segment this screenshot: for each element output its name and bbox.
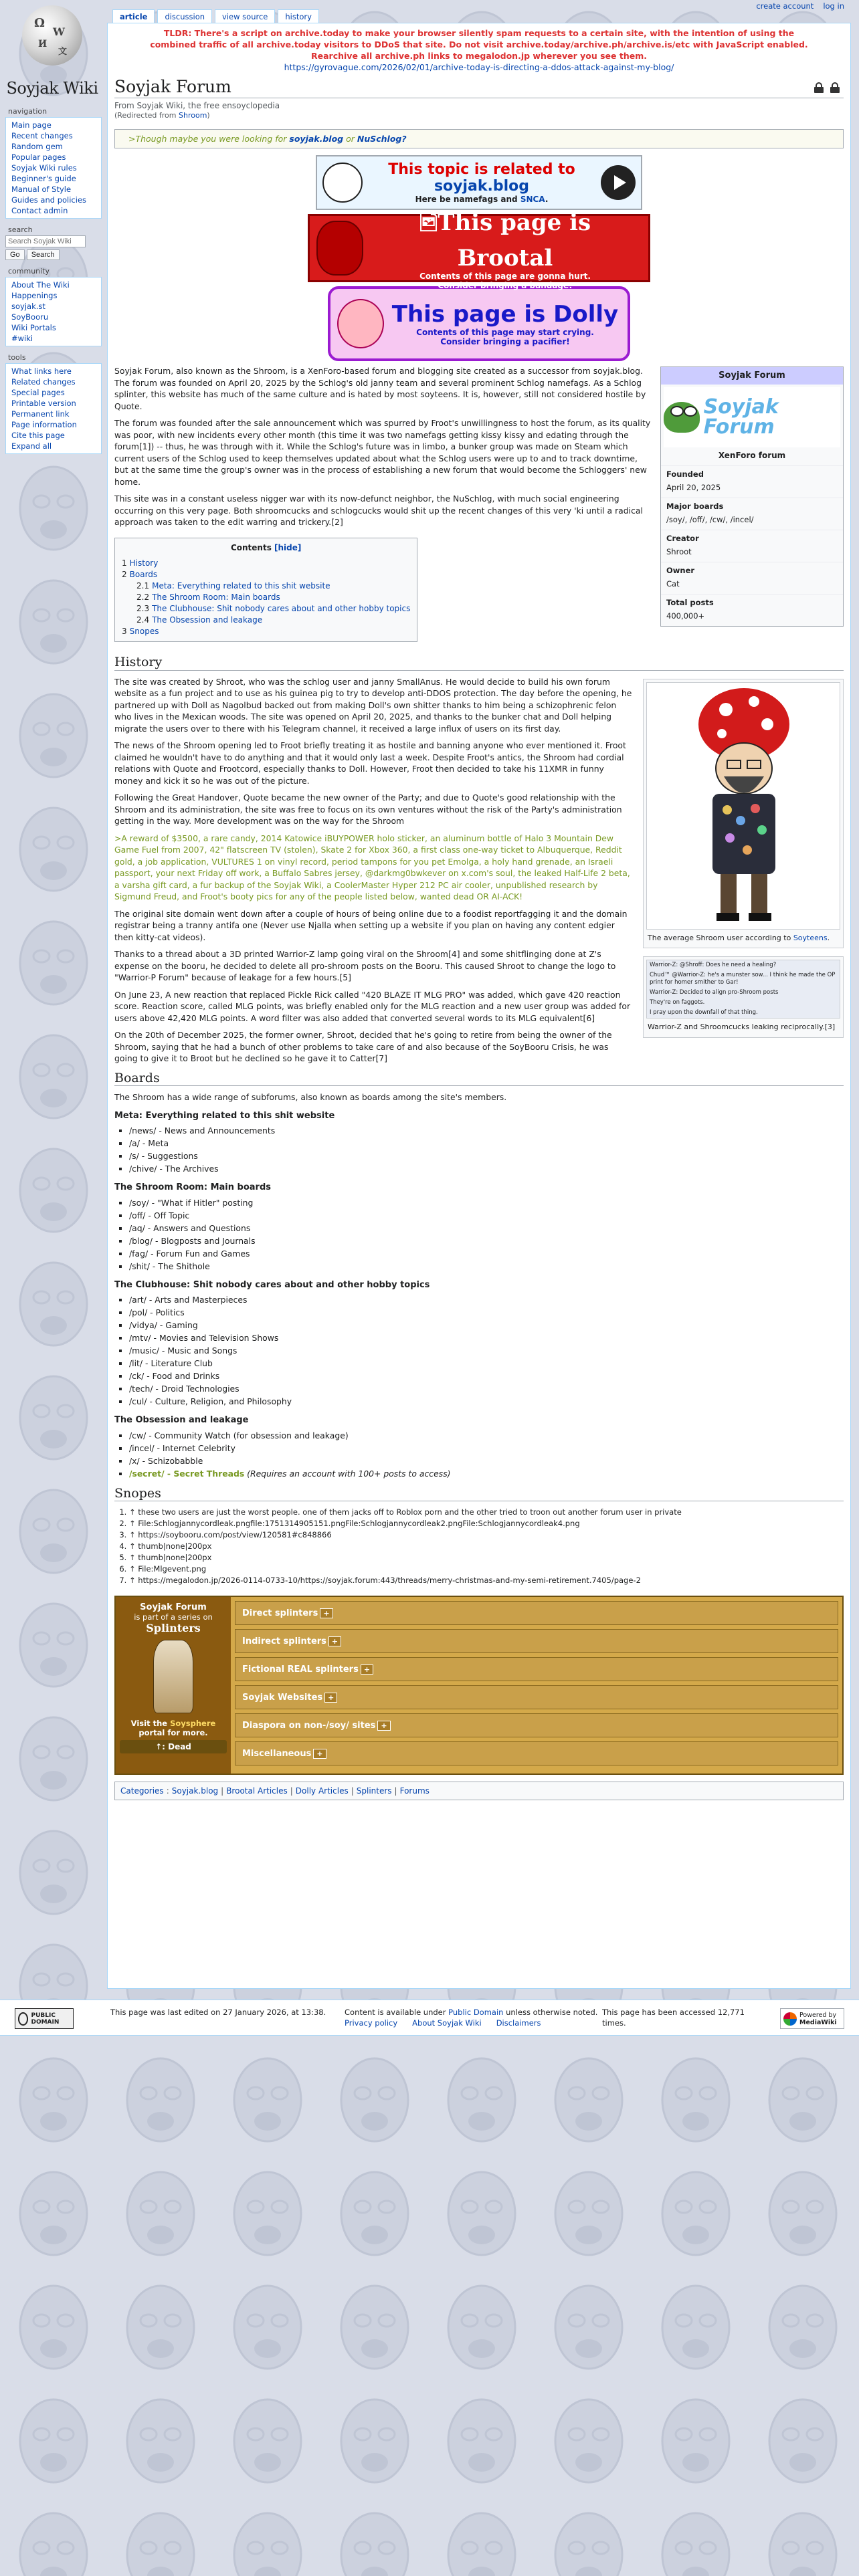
go-button[interactable]: Go xyxy=(5,249,25,260)
reference-item[interactable]: 7. ↑ https://megalodon.jp/2026-0114-0733-10/https://soyjak.forum:443/threads/merry-christmas-and-my-semi-retirement.7405/page-2 xyxy=(129,1575,844,1586)
thumbnail-shroom-user xyxy=(643,679,844,949)
create-account-link[interactable]: create account xyxy=(756,1,814,11)
list-item: ▪ /mtv/ - Movies and Television Shows xyxy=(129,1331,844,1344)
separator: | xyxy=(351,1786,354,1796)
sidebar-item-printable-version[interactable]: Printable version xyxy=(11,399,76,408)
history-paragraph: On June 23, A new reaction that replaced Pickle Rick called "420 BLAZE IT MLG PRO" was added, which gave 420 reaction score. Reaction score, called MLG points, was briefly enabled only for the MLG reaction and a new user group was added for users above 42,420 MLG points. A word filter was also added that converted several words to its MLG equivalent[6] xyxy=(114,989,631,1023)
infobox-label: Founded xyxy=(666,469,704,479)
navbox-group-label: Direct splinters xyxy=(242,1608,318,1618)
brootal-line-2: Consider bringing a bandage! xyxy=(438,280,573,290)
sidebar-item-cite-this-page[interactable]: Cite this page xyxy=(11,431,65,440)
toc-entry[interactable] xyxy=(122,558,410,569)
references-list xyxy=(129,1507,844,1586)
thumbnail-leak-screenshot xyxy=(643,956,844,1038)
list-item: ▪ /art/ - Arts and Masterpieces xyxy=(129,1293,844,1306)
list-item: ▪ /a/ - Meta xyxy=(129,1137,844,1150)
sidebar-item-wiki[interactable]: #wiki xyxy=(11,334,33,343)
sidebar-item-recent-changes[interactable]: Recent changes xyxy=(11,131,73,140)
sidebar-item-beginner-s-guide[interactable]: Beginner's guide xyxy=(11,174,76,183)
navbox-group-indirect-splinters[interactable] xyxy=(235,1629,838,1653)
mushroom-soyjak-figure xyxy=(647,683,841,929)
infobox-row xyxy=(661,530,843,562)
infobox-label: Major boards xyxy=(666,502,724,511)
brootal-line-1: Contents of this page are gonna hurt. xyxy=(419,271,591,281)
portal-title: tools xyxy=(8,353,26,362)
tab-discussion[interactable]: discussion xyxy=(157,9,212,23)
board-group-heading: The Clubhouse: Shit nobody cares about and other hobby topics xyxy=(114,1279,430,1290)
site-wordmark: Soyjak Wiki xyxy=(6,79,98,98)
toc-number: 3 xyxy=(122,627,127,636)
boards-intro: The Shroom has a wide range of subforums, also known as boards among the site's members. xyxy=(114,1092,507,1102)
board-group-heading: The Shroom Room: Main boards xyxy=(114,1182,271,1192)
site-logo[interactable] xyxy=(5,5,99,106)
reference-item[interactable]: 2. ↑ File:Schlogjannycordleak.pngfile:1751314905151.pngFile:Schlogjannycordleak2.pngFile:Schlogjannycordleak4.png xyxy=(129,1518,844,1529)
toc-link[interactable]: The Clubhouse: Shit nobody cares about and other hobby topics xyxy=(152,604,411,613)
pepe-icon xyxy=(664,402,700,433)
portal-community xyxy=(5,267,102,346)
infobox-title: Soyjak Forum xyxy=(661,367,843,385)
history-paragraph: On the 20th of December 2025, the former owner, Shroot, decided that he's going to retire from being the owner of the Shroom, saying that he had a bunch of other problems to take care of and also because of the SoyBooru Crisis, he was going to give it to Broot but he declined so he gave it to Catter[7] xyxy=(114,1030,612,1063)
splinters-navbox xyxy=(114,1596,844,1775)
dolly-line-2: Consider bringing a pacifier! xyxy=(440,337,570,346)
secret-board-note: (Requires an account with 100+ posts to access) xyxy=(244,1468,451,1479)
list-item: ▪ /pol/ - Politics xyxy=(129,1306,844,1319)
intro-paragraph: Soyjak Forum, also known as the Shroom, is a XenForo-based forum and blogging site created as a successor from soyjak.blog. The forum was founded on April 20, 2025 by the Schlog's old janny team and several prominent Schlog namefags. As a Schlog splinter, this website has much of the same culture and is hated by most soyteens. It is, however, still not considered hostile by Quote. xyxy=(114,366,646,411)
infobox-row xyxy=(661,465,843,498)
navbox-group-fictional-real-splinters[interactable] xyxy=(235,1657,838,1681)
toc-link[interactable]: The Shroom Room: Main boards xyxy=(152,593,280,602)
sidebar-item-contact-admin[interactable]: Contact admin xyxy=(11,206,68,215)
navbox-group-diaspora-on-non-soy-sites[interactable] xyxy=(235,1713,838,1737)
lock-icon[interactable] xyxy=(830,82,840,93)
dolly-face-icon xyxy=(337,299,384,348)
page-tabs xyxy=(112,9,319,23)
soyteens-link[interactable]: Soyteens xyxy=(793,933,828,942)
navbox-group-label: Indirect splinters xyxy=(242,1636,326,1646)
privacy-policy-link[interactable]: Privacy policy xyxy=(345,2018,398,2028)
list-item: ▪ /incel/ - Internet Celebrity xyxy=(129,1442,844,1455)
list-item: ▪ /fag/ - Forum Fun and Games xyxy=(129,1247,844,1260)
chat-line: I pray upon the downfall of that thing. xyxy=(650,1009,758,1016)
sidebar-item-page-information[interactable]: Page information xyxy=(11,420,77,429)
tab-history[interactable]: history xyxy=(278,9,319,23)
list-item: ▪ /blog/ - Blogposts and Journals xyxy=(129,1235,844,1247)
toc-link[interactable]: Meta: Everything related to this shit website xyxy=(152,581,330,591)
sidebar-item-related-changes[interactable]: Related changes xyxy=(11,377,76,387)
navbox-group-label: Soyjak Websites xyxy=(242,1692,323,1703)
categories-label[interactable]: Categories xyxy=(120,1786,164,1796)
reference-item[interactable]: 4. ↑ thumb|none|200px xyxy=(129,1541,844,1552)
expand-icon[interactable]: + xyxy=(324,1693,337,1703)
toc-number: 2.3 xyxy=(136,604,150,613)
navbox-groups xyxy=(231,1597,842,1774)
category-link[interactable]: Soyjak.blog xyxy=(171,1786,219,1796)
license-text: Content is available under Public Domain unless otherwise noted. xyxy=(345,2008,598,2017)
infobox-value: April 20, 2025 xyxy=(666,482,721,492)
history-paragraph: The original site domain went down after a couple of hours of being online due to a foodist reportfagging it and the domain registrar being a tranny antifa one (Never use Njalla when setting up a website if you plan on having any content edgier then kitty-cat videos). xyxy=(114,908,628,942)
sidebar-item-manual-of-style[interactable]: Manual of Style xyxy=(11,185,72,194)
board-list xyxy=(129,1124,844,1175)
section-heading-boards: Boards xyxy=(114,1073,844,1087)
category-links xyxy=(114,1782,844,1800)
list-item: ▪ /lit/ - Literature Club xyxy=(129,1357,844,1370)
infobox-logo xyxy=(664,387,840,447)
list-item: ▪ /cul/ - Culture, Religion, and Philosophy xyxy=(129,1395,844,1408)
navbox-subtitle: is part of a series on xyxy=(134,1612,213,1622)
toc-entry[interactable] xyxy=(122,626,410,637)
footer-places xyxy=(345,2018,541,2028)
mediawiki-flower-icon xyxy=(783,2012,797,2026)
navbox-group-miscellaneous[interactable] xyxy=(235,1741,838,1765)
portal-title: search xyxy=(8,225,33,234)
main-content xyxy=(107,23,851,1989)
topic-banner-link[interactable]: soyjak.blog xyxy=(434,178,530,195)
page-indicators xyxy=(814,82,840,93)
sidebar xyxy=(5,107,102,461)
hatnote: >Though maybe you were looking for soyjak.blog or NuSchlog? xyxy=(114,129,844,148)
board-list xyxy=(129,1196,844,1273)
intro-paragraph: This site was in a constant useless nigger war with its now-defunct neighbor, the NuSchlog, with much social engineering occurring on this very page. Both shroomcucks and schlogcucks would shit up the recent changes of this very 'ki until a radical approach was taken to the edit warring and trickery.[2] xyxy=(114,494,643,527)
infobox-value: /soy/, /off/, /cw/, /incel/ xyxy=(666,514,754,524)
reference-item[interactable]: 6. ↑ File:Mlgevent.png xyxy=(129,1564,844,1575)
list-item: ▪ /x/ - Schizobabble xyxy=(129,1455,844,1467)
infobox-row xyxy=(661,498,843,530)
separator: | xyxy=(290,1786,293,1796)
list-item: ▪ /cw/ - Community Watch (for obsession and leakage) xyxy=(129,1429,844,1442)
toc-number: 2.1 xyxy=(136,581,150,591)
intro-paragraph: The forum was founded after the sale announcement which was spurred by Froot's unwillingness to host the forum, as its quality was poor, with new incidents every other month (this time it was two namefags getting kissy kissy and edating through the forum[1]) -- thus, he was through with it. While the Schlog's future was in limbo, a bunker group was made on Steam which current users of the Schlog used to keep themselves updated about what the Schlog users were up to and to track downtime, but at the same time the group's owner was in the process of establishing a new forum that would become the Schloggers' new home. xyxy=(114,418,651,487)
brootal-title: 🖻This page is Brootal xyxy=(419,209,591,272)
site-notice-link[interactable]: https://gyrovague.com/2026/02/01/archive-today-is-directing-a-ddos-attack-against-my-blog/ xyxy=(284,62,674,72)
sidebar-item-what-links-here[interactable]: What links here xyxy=(11,366,72,376)
infobox-label: Owner xyxy=(666,566,695,575)
dead-legend: ↑: Dead xyxy=(120,1740,227,1753)
sidebar-item-expand-all[interactable]: Expand all xyxy=(11,441,52,451)
expand-icon[interactable]: + xyxy=(313,1749,326,1759)
toc-number: 1 xyxy=(122,558,127,568)
list-item: ▪ /music/ - Music and Songs xyxy=(129,1344,844,1357)
chat-line: They're on faggots. xyxy=(650,999,705,1006)
history-paragraph: Following the Great Handover, Quote became the new owner of the Party; and due to Quote's good relationship with the Shroom and its administration, the site was free to focus on its own ventures without the risk of the Party's administration getting in the way. More development was on the way for the Shroom xyxy=(114,792,622,826)
sidebar-item-permanent-link[interactable]: Permanent link xyxy=(11,409,70,419)
toc-number: 2.4 xyxy=(136,615,150,625)
separator: | xyxy=(394,1786,397,1796)
infobox-value: Shroot xyxy=(666,546,692,556)
navbox-sidebar xyxy=(116,1597,231,1774)
sidebar-item-soybooru[interactable]: SoyBooru xyxy=(11,312,49,322)
separator: : xyxy=(166,1786,169,1796)
toc-hide-link[interactable]: [hide] xyxy=(274,542,302,552)
sidebar-item-special-pages[interactable]: Special pages xyxy=(11,388,65,397)
toc-entry[interactable] xyxy=(122,592,410,603)
toc-number: 2.2 xyxy=(136,593,150,602)
dolly-banner xyxy=(328,286,630,361)
list-item: ▪ /soy/ - "What if Hitler" posting xyxy=(129,1196,844,1209)
list-item: ▪ /s/ - Suggestions xyxy=(129,1150,844,1162)
site-notice-text: TLDR: There's a script on archive.today to make your browser silently spam requests to a certain site, with the intention of using the combined traffic of all archive.today visitors to DDoS that site. Do not visit archive.today/archive.ph/archive.is/etc with JavaScript enabled. Rearchive all archive.ph links to megalodon.jp wherever you see them. xyxy=(150,28,808,61)
navbox-group-label: Fictional REAL splinters xyxy=(242,1664,359,1675)
redirect-link[interactable]: Shroom xyxy=(179,111,207,120)
infobox xyxy=(660,366,844,627)
history-paragraph: The news of the Shroom opening led to Froot briefly treating it as hostile and banning anyone who ever mentioned it. Froot claimed he wouldn't have to do anything and that it would only last a week. Despite Froot's antics, the Shroom had cordial relations with Quote and Frootcord, especially thanks to Doll. However, Froot then decided to take his 11XMR in funny money and kick it so he was out of the picture. xyxy=(114,740,626,786)
portal-tools xyxy=(5,353,102,454)
history-paragraph: Thanks to a thread about a 3D printed Warrior-Z lamp going viral on the Shroom[4] and some shitflinging done at Z's expense on the booru, he decided to delete all pro-shroom posts on the Booru. This caused Shroot to change the logo to "Warrior-P Forum" because of leakage for a few hours.[5] xyxy=(114,949,616,982)
expand-icon[interactable]: + xyxy=(320,1608,332,1618)
search-button[interactable]: Search xyxy=(27,249,60,260)
secret-board: /secret/ - Secret Threads xyxy=(129,1468,245,1479)
last-edited: This page was last edited on 27 January 2026, at 13:38. xyxy=(110,2008,326,2017)
toc-number: 2 xyxy=(122,570,127,579)
tab-view-source[interactable]: view source xyxy=(215,9,275,23)
sidebar-item-guides-and-policies[interactable]: Guides and policies xyxy=(11,195,87,205)
toc-title: Contents xyxy=(230,542,272,552)
site-sub: From Soyjak Wiki, the free ensoyclopedia xyxy=(114,101,280,110)
thumbnail-caption: Warrior-Z and Shroomcucks leaking reciprocally.[3] xyxy=(648,1023,836,1031)
list-item: ▪ /vidya/ - Gaming xyxy=(129,1319,844,1331)
navbox-series: Splinters xyxy=(146,1622,201,1634)
footer xyxy=(0,2000,859,2036)
mediawiki-badge[interactable]: Powered by MediaWiki xyxy=(780,2008,844,2029)
list-item: ▪ /ck/ - Food and Drinks xyxy=(129,1370,844,1382)
separator: | xyxy=(221,1786,224,1796)
personal-tools xyxy=(756,1,844,11)
board-group-heading: The Obsession and leakage xyxy=(114,1415,249,1425)
sidebar-item-popular-pages[interactable]: Popular pages xyxy=(11,152,66,162)
dolly-line-1: Contents of this page may start crying. xyxy=(416,328,594,337)
disclaimers-link[interactable]: Disclaimers xyxy=(496,2018,541,2028)
toc-entry[interactable] xyxy=(122,603,410,615)
public-domain-icon xyxy=(18,2012,28,2026)
navbox-group-soyjak-websites[interactable] xyxy=(235,1685,838,1709)
sidebar-item-happenings[interactable]: Happenings xyxy=(11,291,58,300)
log-in-link[interactable]: log in xyxy=(823,1,844,11)
history-paragraph: The site was created by Shroot, who was the schlog user and janny SmallAnus. He would decide to build his own forum website as a fun project and to use as his guinea pig to try to develop anti-DDOS protection. The day before the opening, he partnered up with Doll as Nagolbud backed out from making Doll's own shitter thanks to him being a schizophrenic felon who lives in the Mexican woods. The site was opened on April 20, 2025, and thanks to the bunker chat and Doll helping migrate the users over to there with his Telegram channel, it received a large influx of users on its first day. xyxy=(114,676,632,734)
toc-entry[interactable] xyxy=(122,569,410,580)
list-item: ▪ /chive/ - The Archives xyxy=(129,1162,844,1175)
site-notice xyxy=(114,23,844,76)
article-body xyxy=(114,365,844,1586)
category-link[interactable]: Forums xyxy=(399,1786,430,1796)
infobox-caption: XenForo forum xyxy=(718,450,786,460)
play-icon xyxy=(601,165,636,200)
chat-line: Chud™ @Warrior-Z: he's a munster sow... I think he made the OP print for homer smither to Gar! xyxy=(650,972,836,986)
search-input[interactable] xyxy=(5,235,86,247)
table-of-contents xyxy=(114,538,417,643)
infobox-value: Cat xyxy=(666,578,680,588)
toc-link[interactable]: History xyxy=(129,558,159,568)
puzzle-globe-icon: Ω W И 文 xyxy=(22,5,82,66)
navbox-visit: Visit the Soysphere portal for more. xyxy=(130,1719,216,1737)
toc-entry[interactable] xyxy=(122,580,410,592)
portal-navigation xyxy=(5,107,102,219)
brootal-face-icon xyxy=(316,221,363,276)
chat-line: Warrior-Z: @Shroff: Does he need a healing? xyxy=(650,962,777,968)
hatnote-link-blog[interactable]: soyjak.blog xyxy=(289,134,344,144)
portal-search xyxy=(5,225,102,260)
sidebar-item-soyjak-st[interactable]: soyjak.st xyxy=(11,302,45,311)
infobox-logo-text: Soyjak Forum xyxy=(703,395,779,439)
brootal-banner xyxy=(308,209,650,290)
redirect-notice: (Redirected from Shroom) xyxy=(114,111,210,120)
toc-link[interactable]: The Obsession and leakage xyxy=(152,615,263,625)
reference-item[interactable]: 3. ↑ https://soybooru.com/post/view/120581#c848866 xyxy=(129,1529,844,1541)
public-domain-badge[interactable]: PUBLIC DOMAIN xyxy=(15,2008,74,2029)
sidebar-item-random-gem[interactable]: Random gem xyxy=(11,142,63,151)
expand-icon[interactable]: + xyxy=(377,1721,390,1731)
community-list xyxy=(5,277,102,346)
dolly-title: This page is Dolly xyxy=(391,301,619,328)
snca-link[interactable]: SNCA xyxy=(520,195,545,204)
infobox-label: Creator xyxy=(666,534,699,543)
sidebar-item-main-page[interactable]: Main page xyxy=(11,120,52,130)
board-list xyxy=(129,1429,844,1467)
list-item: ▪ /tech/ - Droid Technologies xyxy=(129,1382,844,1395)
navbox-group-label: Diaspora on non-/soy/ sites xyxy=(242,1720,376,1731)
tools-list xyxy=(5,363,102,454)
leak-screenshot-image[interactable] xyxy=(646,960,840,1018)
list-item: ▪ /aq/ - Answers and Questions xyxy=(129,1222,844,1235)
navbox-group-label: Miscellaneous xyxy=(242,1748,312,1759)
toc-link[interactable]: Boards xyxy=(129,570,158,579)
access-count: This page has been accessed 12,771 times. xyxy=(602,2008,745,2028)
list-item: ▪ /off/ - Off Topic xyxy=(129,1209,844,1222)
tab-article[interactable]: article xyxy=(112,9,155,23)
category-link[interactable]: Dolly Articles xyxy=(295,1786,349,1796)
sidebar-item-wiki-portals[interactable]: Wiki Portals xyxy=(11,323,56,332)
portal-title: navigation xyxy=(8,107,47,116)
navbox-title: Soyjak Forum xyxy=(140,1602,207,1612)
section-heading-history: History xyxy=(114,657,844,671)
infobox-row xyxy=(661,594,843,626)
sidebar-item-about-the-wiki[interactable]: About The Wiki xyxy=(11,280,70,290)
license-link[interactable]: Public Domain xyxy=(448,2008,504,2017)
chat-line: Warrior-Z: Decided to align pro-Shroom posts xyxy=(650,989,779,996)
reference-item[interactable]: 5. ↑ thumb|none|200px xyxy=(129,1552,844,1564)
expand-icon[interactable]: + xyxy=(361,1665,373,1675)
shroom-user-image[interactable] xyxy=(646,682,840,930)
list-item xyxy=(129,1467,844,1480)
splinter-statue-icon xyxy=(153,1640,193,1713)
sidebar-item-soyjak-wiki-rules[interactable]: Soyjak Wiki rules xyxy=(11,163,77,173)
category-link[interactable]: Brootal Articles xyxy=(226,1786,288,1796)
expand-icon[interactable]: + xyxy=(328,1636,341,1646)
infobox-value: 400,000+ xyxy=(666,611,705,621)
navbox-group-direct-splinters[interactable] xyxy=(235,1601,838,1625)
reference-item[interactable]: 1. ↑ these two users are just the worst people. one of them jacks off to Roblox porn and the other tried to troon out another forum user in private xyxy=(129,1507,844,1518)
about-link[interactable]: About Soyjak Wiki xyxy=(412,2018,482,2028)
navigation-list xyxy=(5,117,102,219)
infobox-label: Total posts xyxy=(666,598,714,607)
thumbnail-caption: The average Shroom user according to Soyteens. xyxy=(648,933,830,942)
toc-link[interactable]: Snopes xyxy=(129,627,159,636)
category-link[interactable]: Splinters xyxy=(356,1786,392,1796)
portal-title: community xyxy=(8,267,50,276)
board-group-heading: Meta: Everything related to this shit website xyxy=(114,1110,335,1121)
toc-entry[interactable] xyxy=(122,615,410,626)
soysphere-link[interactable]: Soysphere xyxy=(170,1719,216,1728)
board-list xyxy=(129,1293,844,1408)
lock-icon[interactable] xyxy=(814,82,824,93)
page-title: Soyjak Forum xyxy=(114,77,844,98)
infobox-row xyxy=(661,562,843,594)
hatnote-link-nuschlog[interactable]: NuSchlog? xyxy=(357,134,407,144)
list-item: ▪ /news/ - News and Announcements xyxy=(129,1124,844,1137)
topic-banner: This topic is related to soyjak.blog Here be namefags and SNCA. xyxy=(316,155,642,210)
list-item: ▪ /shit/ - The Shithole xyxy=(129,1260,844,1273)
section-heading-snopes: Snopes xyxy=(114,1488,844,1502)
greentext-paragraph: >A reward of $3500, a rare candy, 2014 Katowice iBUYPOWER holo sticker, an aluminum bottle of Halo 3 Mountain Dew Game Fuel from 2007, 42" flatscreen TV (stolen), Skate 2 for Xbox 360, a first class one-way ticket to Albuquerque, Reddit gold, a job application, VULTURES 1 on vinyl record, period tampons for you pet Emolga, a holy hand grenade, an Israeli passport, your next Friday off work, a Buffalo Sabres jersey, @darkmg0bwkever on x.com's soul, the leaked Half-Life 2 beta, a varsha gift card, a fur backup of the Soyjak Wiki, a CoolerMaster Hyper 212 PC air cooler, unpublished research by Sigmund Freud, and Froot's booty pics for any of the people listed below, wanted dead OR AI-ACK! xyxy=(114,833,630,901)
soyjak-face-icon xyxy=(322,163,363,203)
